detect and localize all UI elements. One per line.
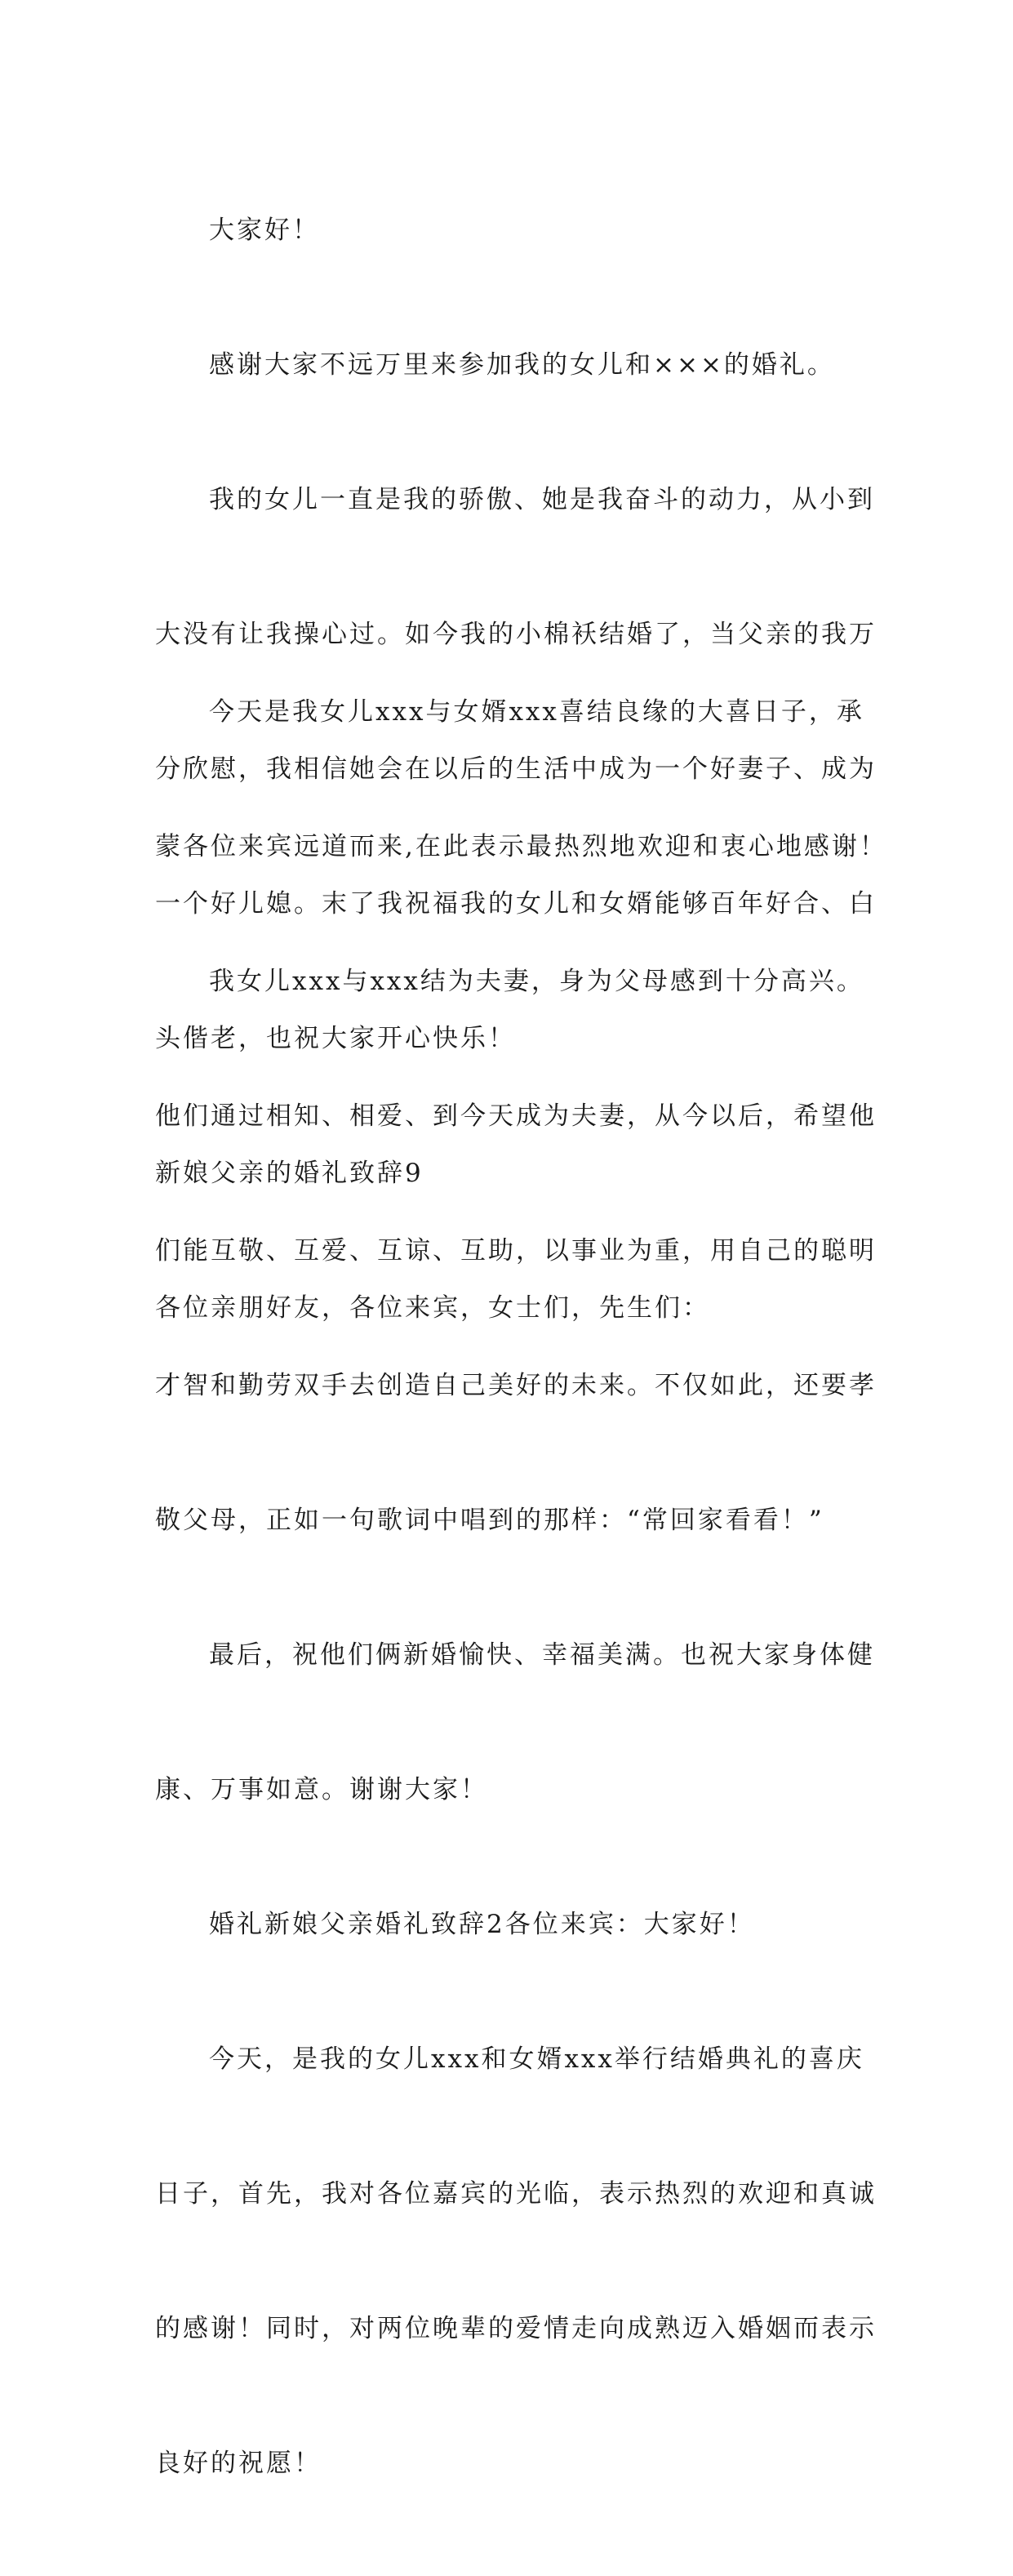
paragraph-line: 感谢大家不远万里来参加我的女儿和×××的婚礼。 [209,350,835,380]
paragraph-line: 日子，首先，我对各位嘉宾的光临，表示热烈的欢迎和真诚 [155,2179,877,2209]
paragraph-line: 蒙各位来宾远道而来,在此表示最热烈地欢迎和衷心地感谢！ [155,832,887,861]
paragraph-line: 康、万事如意。谢谢大家！ [155,1775,488,1804]
paragraph-line: 他们通过相知、相爱、到今天成为夫妻，从今以后，希望他 [155,1101,877,1131]
paragraph-line: 分欣慰，我相信她会在以后的生活中成为一个好妻子、成为 [155,754,877,784]
paragraph-line: 良好的祝愿！ [155,2449,322,2478]
paragraph-line: 我的女儿一直是我的骄傲、她是我奋斗的动力，从小到 [209,485,875,514]
body-text-bottom [155,600,887,2576]
paragraph-line: 最后，祝他们俩新婚愉快、幸福美满。也祝大家身体健 [209,1640,875,1670]
paragraph-line: 我女儿xxx与xxx结为夫妻，身为父母感到十分高兴。 [209,967,864,996]
paragraph-line: 今天，是我的女儿xxx和女婿xxx举行结婚典礼的喜庆 [209,2044,864,2074]
salutation-line: 各位亲朋好友，各位来宾，女士们，先生们： [155,1293,710,1323]
paragraph-line: 的感谢！同时，对两位晚辈的爱情走向成熟迈入婚姻而表示 [155,2314,877,2343]
paragraph-line: 们能互敬、互爱、互谅、互助，以事业为重，用自己的聪明 [155,1236,877,1266]
paragraph-line: 一个好儿媳。末了我祝福我的女儿和女婿能够百年好合、白 [155,889,877,919]
paragraph-line: 今天是我女儿xxx与女婿xxx喜结良缘的大喜日子，承 [209,697,864,727]
paragraph-line: 才智和勤劳双手去创造自己美好的未来。不仅如此，还要孝 [155,1371,877,1400]
paragraph-line: 婚礼新娘父亲婚礼致辞2各位来宾：大家好！ [209,1910,755,1939]
section-heading: 新娘父亲的婚礼致辞9 [155,1159,424,1188]
paragraph-line: 敬父母，正如一句歌词中唱到的那样：“常回家看看！” [155,1506,824,1535]
paragraph-line: 头偕老，也祝大家开心快乐！ [155,1024,516,1053]
paragraph-line: 大家好！ [209,216,320,245]
paragraph-line: 大没有让我操心过。如今我的小棉袄结婚了，当父亲的我万 [155,620,877,649]
